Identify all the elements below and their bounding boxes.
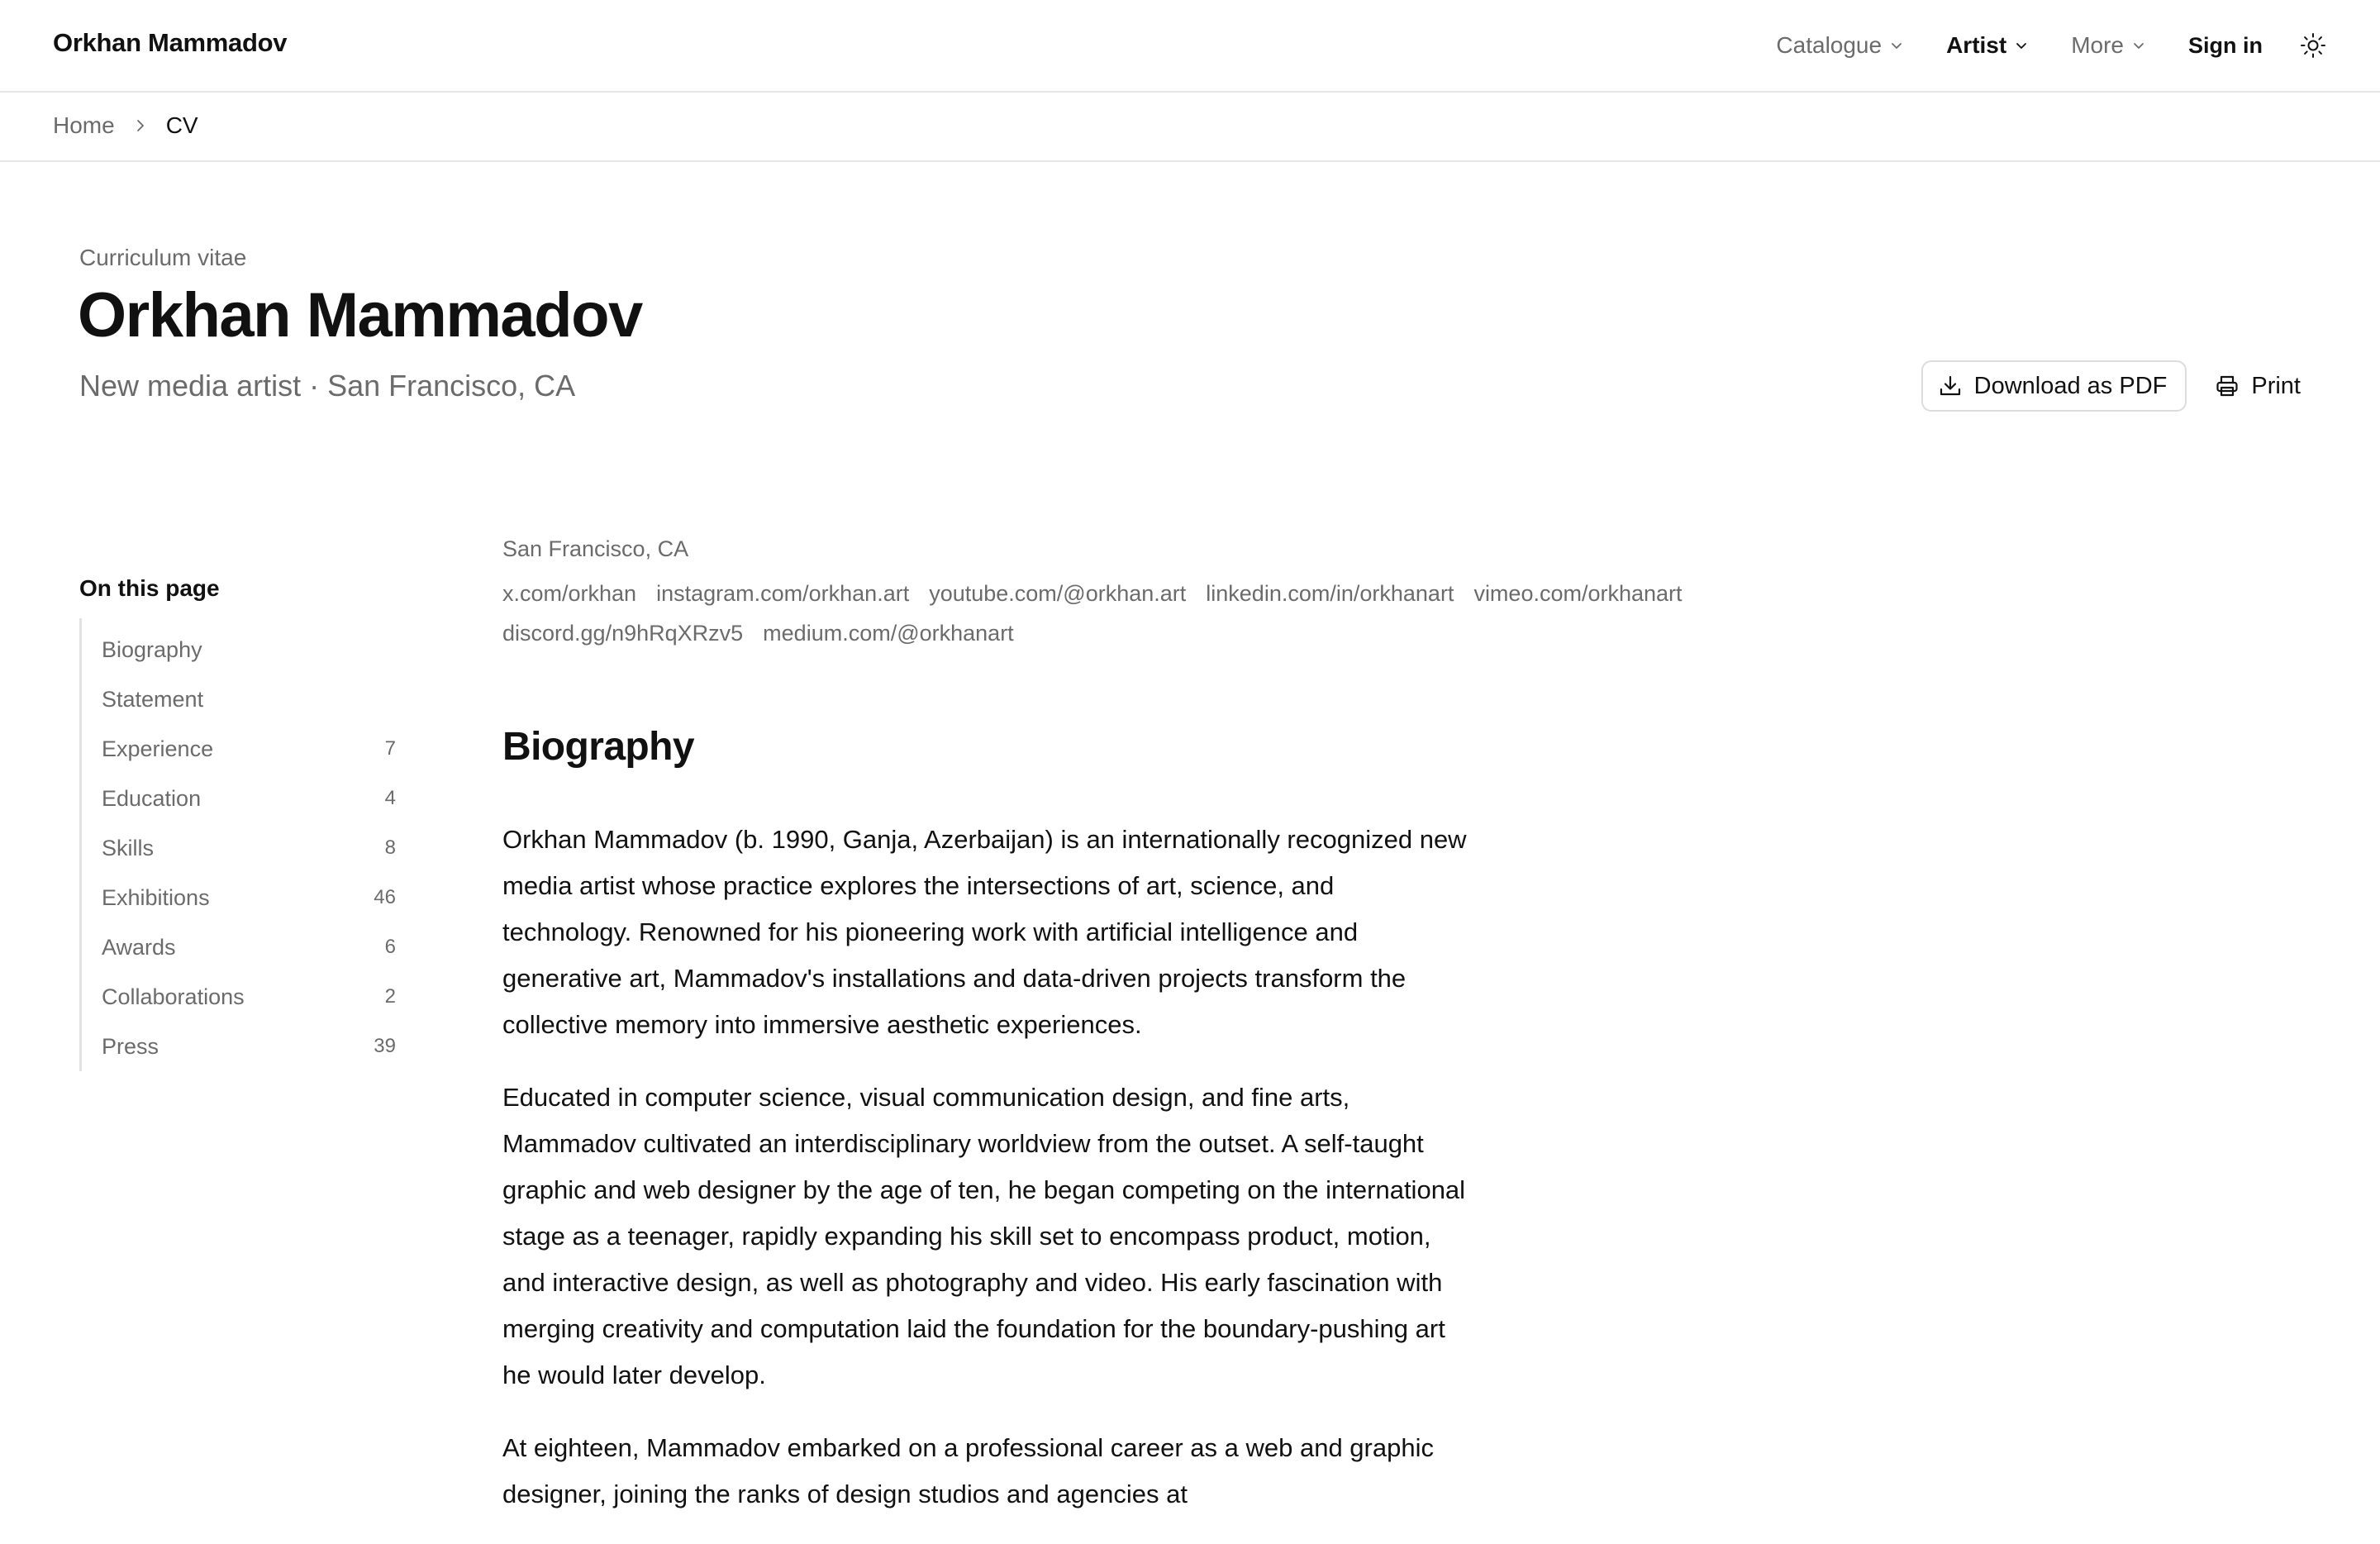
toc-item-count: 6 (384, 936, 396, 958)
toc-item-count: 39 (374, 1035, 396, 1057)
breadcrumb-current: CV (165, 112, 198, 138)
main-nav (1776, 0, 2380, 91)
breadcrumb-bar (0, 93, 2380, 162)
toc-item-collaborations[interactable] (82, 972, 396, 1022)
toc-list (79, 618, 396, 1071)
nav-artist-dropdown[interactable] (1946, 32, 2030, 59)
site-brand-link[interactable]: Orkhan Mammadov (53, 28, 288, 57)
social-link-x[interactable]: x.com/orkhan (502, 581, 637, 606)
social-link-vimeo[interactable]: vimeo.com/orkhanart (1473, 581, 1683, 606)
social-link-youtube[interactable]: youtube.com/@orkhan.art (929, 581, 1187, 606)
nav-catalogue-label: Catalogue (1776, 32, 1883, 58)
biography-body (502, 817, 1469, 1544)
toc-item-count: 2 (384, 985, 396, 1008)
page-title: Orkhan Mammadov (78, 280, 642, 350)
social-links (502, 574, 1792, 653)
toc-item-skills[interactable] (82, 823, 396, 873)
toc-item-count: 46 (374, 886, 396, 908)
biography-paragraph: Educated in computer science, visual communication design, and fine arts, Mammadov cultivated an interdisciplinary worldview from the outset. A self-taught graphic and web designer by the age of ten, he began competing on the international stage as a teenager, rapidly expanding his skill set to encompass product, motion, and interactive design, as well as photography and video. His early fascination with merging creativity and computation laid the foundation for the boundary-pushing art he would later develop. (502, 1083, 1466, 1389)
toc-item-count: 4 (384, 787, 396, 809)
chevron-right-icon (131, 117, 150, 135)
toc-item-label: Skills (102, 835, 155, 860)
sign-in-link[interactable]: Sign in (2188, 32, 2263, 58)
biography-paragraph: At eighteen, Mammadov embarked on a professional career as a web and graphic designer, joining the ranks of design studios and agencies at (502, 1433, 1434, 1508)
toc-item-awards[interactable] (82, 922, 396, 972)
print-label: Print (2251, 372, 2301, 399)
toc-item-label: Collaborations (102, 984, 245, 1009)
nav-more-dropdown[interactable] (2071, 32, 2147, 59)
toc-title: On this page (79, 575, 220, 601)
download-icon (1938, 374, 1963, 398)
social-link-linkedin[interactable]: linkedin.com/in/orkhanart (1206, 581, 1454, 606)
toc-item-statement[interactable] (82, 674, 396, 724)
toc-item-count: 7 (384, 737, 396, 760)
chevron-down-icon (1888, 37, 1905, 54)
toc-item-press[interactable] (82, 1022, 396, 1071)
toc-item-exhibitions[interactable] (82, 873, 396, 922)
contact-location: San Francisco, CA (502, 536, 689, 561)
sun-icon[interactable] (2299, 31, 2327, 60)
biography-heading: Biography (502, 725, 694, 769)
nav-catalogue-dropdown[interactable] (1776, 32, 1905, 59)
chevron-down-icon (2130, 37, 2147, 54)
print-button[interactable] (2215, 360, 2301, 412)
toc-item-label: Experience (102, 736, 214, 761)
nav-artist-label: Artist (1946, 32, 2007, 58)
toc-item-label: Education (102, 785, 202, 811)
social-link-medium[interactable]: medium.com/@orkhanart (763, 621, 1014, 646)
breadcrumb (53, 112, 198, 139)
toc-item-biography[interactable] (82, 625, 396, 674)
toc-item-label: Awards (102, 934, 176, 960)
contact-info (502, 534, 1907, 653)
page-subtitle: New media artist · San Francisco, CA (79, 369, 576, 403)
social-link-discord[interactable]: discord.gg/n9hRqXRzv5 (502, 621, 744, 646)
download-pdf-button[interactable] (1921, 360, 2187, 412)
nav-more-label: More (2071, 32, 2124, 58)
header-actions (1921, 360, 2301, 412)
toc-item-label: Statement (102, 686, 204, 712)
top-navigation-bar (0, 0, 2380, 93)
printer-icon (2215, 374, 2240, 398)
breadcrumb-home-link[interactable]: Home (53, 112, 115, 138)
toc-item-label: Exhibitions (102, 884, 210, 910)
toc-item-count: 8 (384, 836, 396, 859)
chevron-down-icon (2013, 37, 2030, 54)
social-link-instagram[interactable]: instagram.com/orkhan.art (656, 581, 910, 606)
biography-paragraph: Orkhan Mammadov (b. 1990, Ganja, Azerbaijan) is an internationally recognized new media artist whose practice explores the intersections of art, science, and technology. Renowned for his pioneering work with artificial intelligence and generative art, Mammadov's installations and data-driven projects transform the collective memory into immersive aesthetic experiences. (502, 825, 1467, 1039)
toc-item-label: Biography (102, 636, 202, 662)
download-pdf-label: Download as PDF (1973, 372, 2168, 399)
toc-item-education[interactable] (82, 774, 396, 823)
toc-item-experience[interactable] (82, 724, 396, 774)
toc-item-label: Press (102, 1033, 159, 1059)
page-eyebrow: Curriculum vitae (79, 245, 247, 270)
